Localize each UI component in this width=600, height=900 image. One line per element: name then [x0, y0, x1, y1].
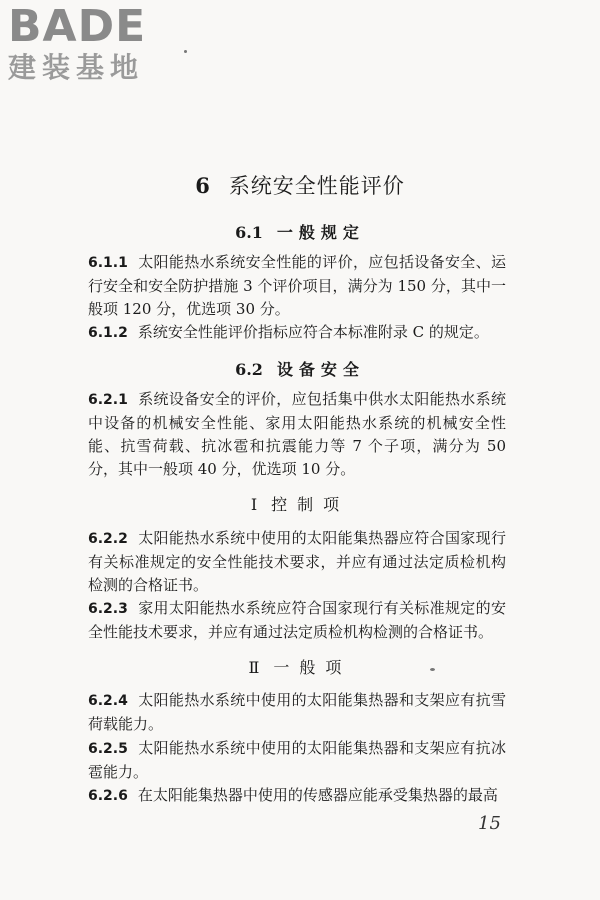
section-title-6-1 [0, 220, 600, 243]
chapter-number: 6 [195, 173, 211, 198]
clause-text: 系统设备安全的评价，应包括集中供水太阳能热水系统中设备的机械安全性能、家用太阳能热水系统的机械安全性能、抗雪荷载、抗冰雹和抗震能力等 7 个子项，满分为 50 分，其中一般项 40 分，优选项 10 分。 [88, 390, 506, 478]
clause-6-2-3 [88, 597, 506, 644]
clause-text: 太阳能热水系统中使用的太阳能集热器和支架应有抗冰雹能力。 [88, 739, 506, 781]
clause-6-2-5 [88, 737, 506, 784]
subsection-title-text: 控制项 [271, 495, 350, 514]
logo-subtitle-text: 建装基地 [8, 51, 145, 84]
clause-number: 6.2.2 [88, 531, 128, 547]
clause-number: 6.2.4 [88, 693, 128, 709]
chapter-title-text: 系统安全性能评价 [228, 174, 405, 198]
subsection-number: Ⅱ [248, 658, 260, 677]
clause-6-2-2 [88, 527, 506, 597]
clause-6-1-2 [88, 321, 506, 345]
scan-speck [184, 50, 187, 53]
clause-text: 系统安全性能评价指标应符合本标准附录 C 的规定。 [137, 323, 489, 341]
clause-number: 6.1.1 [88, 255, 128, 271]
clause-number: 6.2.5 [88, 741, 128, 757]
clause-number: 6.2.3 [88, 601, 128, 617]
subsection-title-text: 一般项 [273, 658, 352, 677]
section-title-text: 一般规定 [276, 223, 365, 242]
logo-brand-text: BADE [8, 1, 147, 52]
clause-text: 家用太阳能热水系统应符合国家现行有关标准规定的安全性能技术要求，并应有通过法定质检机构检测的合格证书。 [88, 599, 506, 641]
subsection-number: Ⅰ [250, 495, 258, 514]
clause-6-1-1 [88, 251, 506, 321]
clause-text: 太阳能热水系统中使用的太阳能集热器和支架应有抗雪荷载能力。 [88, 691, 506, 733]
subsection-title-general-items [0, 655, 600, 678]
clause-number: 6.2.1 [88, 392, 128, 408]
clause-text: 太阳能热水系统中使用的太阳能集热器应符合国家现行有关标准规定的安全性能技术要求，并应有通过法定质检机构检测的合格证书。 [88, 529, 506, 594]
clause-number: 6.1.2 [88, 325, 128, 341]
clause-6-2-1 [88, 388, 506, 481]
chapter-title [0, 170, 600, 200]
clause-6-2-6 [88, 784, 506, 808]
section-title-text: 设备安全 [276, 360, 365, 379]
section-number: 6.1 [235, 223, 263, 242]
clause-text: 在太阳能集热器中使用的传感器应能承受集热器的最高 [137, 786, 498, 804]
page-number: 15 [478, 813, 501, 834]
bade-logo [8, 1, 178, 84]
clause-number: 6.2.6 [88, 788, 128, 804]
section-number: 6.2 [235, 360, 263, 379]
subsection-title-control-items [0, 492, 600, 515]
section-title-6-2 [0, 357, 600, 380]
clause-6-2-4 [88, 689, 506, 736]
clause-text: 太阳能热水系统安全性能的评价，应包括设备安全、运行安全和安全防护措施 3 个评价项目，满分为 150 分，其中一般项 120 分，优选项 30 分。 [88, 253, 506, 318]
